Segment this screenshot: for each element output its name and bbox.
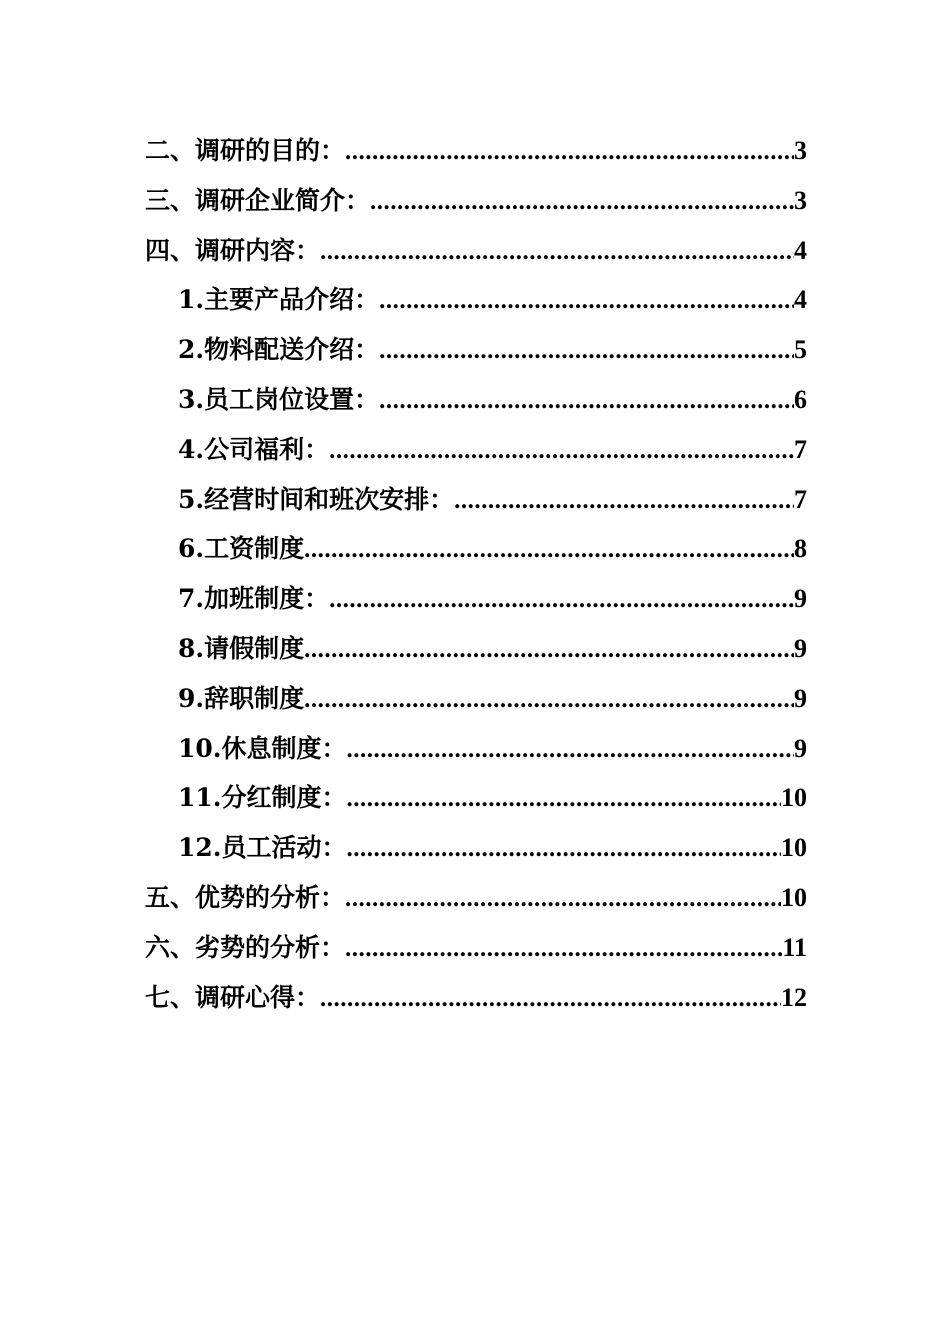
toc-dot-leader <box>347 774 782 823</box>
toc-subentry[interactable] <box>145 574 807 624</box>
toc-entry-label: 5.经营时间和班次安排： <box>178 484 455 514</box>
toc-dot-leader <box>345 924 782 973</box>
toc-entry[interactable] <box>145 973 807 1023</box>
toc-entry[interactable] <box>145 126 807 176</box>
toc-page-number: 5 <box>794 335 807 365</box>
toc-page-number: 6 <box>794 384 807 414</box>
toc-page-number: 9 <box>794 733 807 763</box>
toc-page-number: 7 <box>794 434 807 464</box>
toc-dot-leader <box>379 326 794 375</box>
toc-subentry[interactable] <box>145 375 807 425</box>
toc-page-number: 9 <box>794 584 807 614</box>
toc-dot-leader <box>304 675 794 724</box>
toc-dot-leader <box>345 874 781 923</box>
toc-subentry[interactable] <box>145 773 807 823</box>
toc-entry-label: 五、优势的分析： <box>145 882 346 912</box>
toc-entry[interactable] <box>145 176 807 226</box>
toc-entry-label: 3.员工岗位设置： <box>178 384 380 414</box>
table-of-contents <box>145 126 807 1022</box>
toc-entry-label: 2.物料配送介绍： <box>178 335 380 365</box>
toc-entry-label: 七、调研心得： <box>145 982 321 1012</box>
toc-subentry[interactable] <box>145 724 807 774</box>
toc-page-number: 4 <box>794 235 807 265</box>
toc-dot-leader <box>379 376 794 425</box>
toc-subentry[interactable] <box>145 823 807 873</box>
toc-page-number: 10 <box>781 833 807 863</box>
toc-subentry[interactable] <box>145 325 807 375</box>
toc-entry-label: 1.主要产品介绍： <box>178 285 380 315</box>
toc-subentry[interactable] <box>145 524 807 574</box>
toc-page-number: 9 <box>794 683 807 713</box>
toc-page-number: 8 <box>794 534 807 564</box>
toc-entry-label: 9.辞职制度 <box>178 683 305 713</box>
toc-page-number: 10 <box>781 882 807 912</box>
toc-page-number: 3 <box>794 136 807 165</box>
toc-entry[interactable] <box>145 923 807 973</box>
toc-entry-label: 7.加班制度： <box>178 584 330 614</box>
toc-subentry[interactable] <box>145 475 807 525</box>
toc-page-number: 4 <box>794 285 807 315</box>
toc-dot-leader <box>347 824 782 873</box>
toc-entry-label: 8.请假制度 <box>178 633 305 663</box>
toc-page-number: 10 <box>781 783 807 813</box>
toc-page-number: 9 <box>794 633 807 663</box>
toc-dot-leader <box>304 625 794 674</box>
toc-entry-label: 三、调研企业简介： <box>145 185 371 215</box>
toc-entry-label: 4.公司福利： <box>178 434 330 464</box>
toc-page-number: 11 <box>782 932 807 962</box>
toc-entry-label: 四、调研内容： <box>145 235 321 265</box>
toc-dot-leader <box>329 575 794 624</box>
toc-entry-label: 六、劣势的分析： <box>145 932 346 962</box>
toc-entry[interactable] <box>145 226 807 276</box>
toc-entry-label: 6.工资制度 <box>178 534 305 564</box>
toc-dot-leader <box>370 177 794 226</box>
toc-dot-leader <box>304 525 794 574</box>
toc-dot-leader <box>347 725 795 774</box>
toc-dot-leader <box>345 127 794 176</box>
toc-dot-leader <box>320 227 794 276</box>
toc-page-number: 7 <box>794 484 807 514</box>
toc-entry[interactable] <box>145 873 807 923</box>
toc-subentry[interactable] <box>145 624 807 674</box>
toc-entry-label: 11.分红制度： <box>178 783 347 813</box>
toc-dot-leader <box>379 276 794 325</box>
toc-subentry[interactable] <box>145 425 807 475</box>
toc-page-number: 3 <box>794 185 807 215</box>
toc-dot-leader <box>329 426 794 475</box>
toc-entry-label: 二、调研的目的： <box>145 136 346 165</box>
toc-entry-label: 12.员工活动： <box>178 833 347 863</box>
toc-entry-label: 10.休息制度： <box>178 733 347 763</box>
toc-subentry[interactable] <box>145 275 807 325</box>
toc-subentry[interactable] <box>145 674 807 724</box>
toc-dot-leader <box>320 974 781 1023</box>
toc-page-number: 12 <box>781 982 807 1012</box>
toc-dot-leader <box>454 476 794 525</box>
